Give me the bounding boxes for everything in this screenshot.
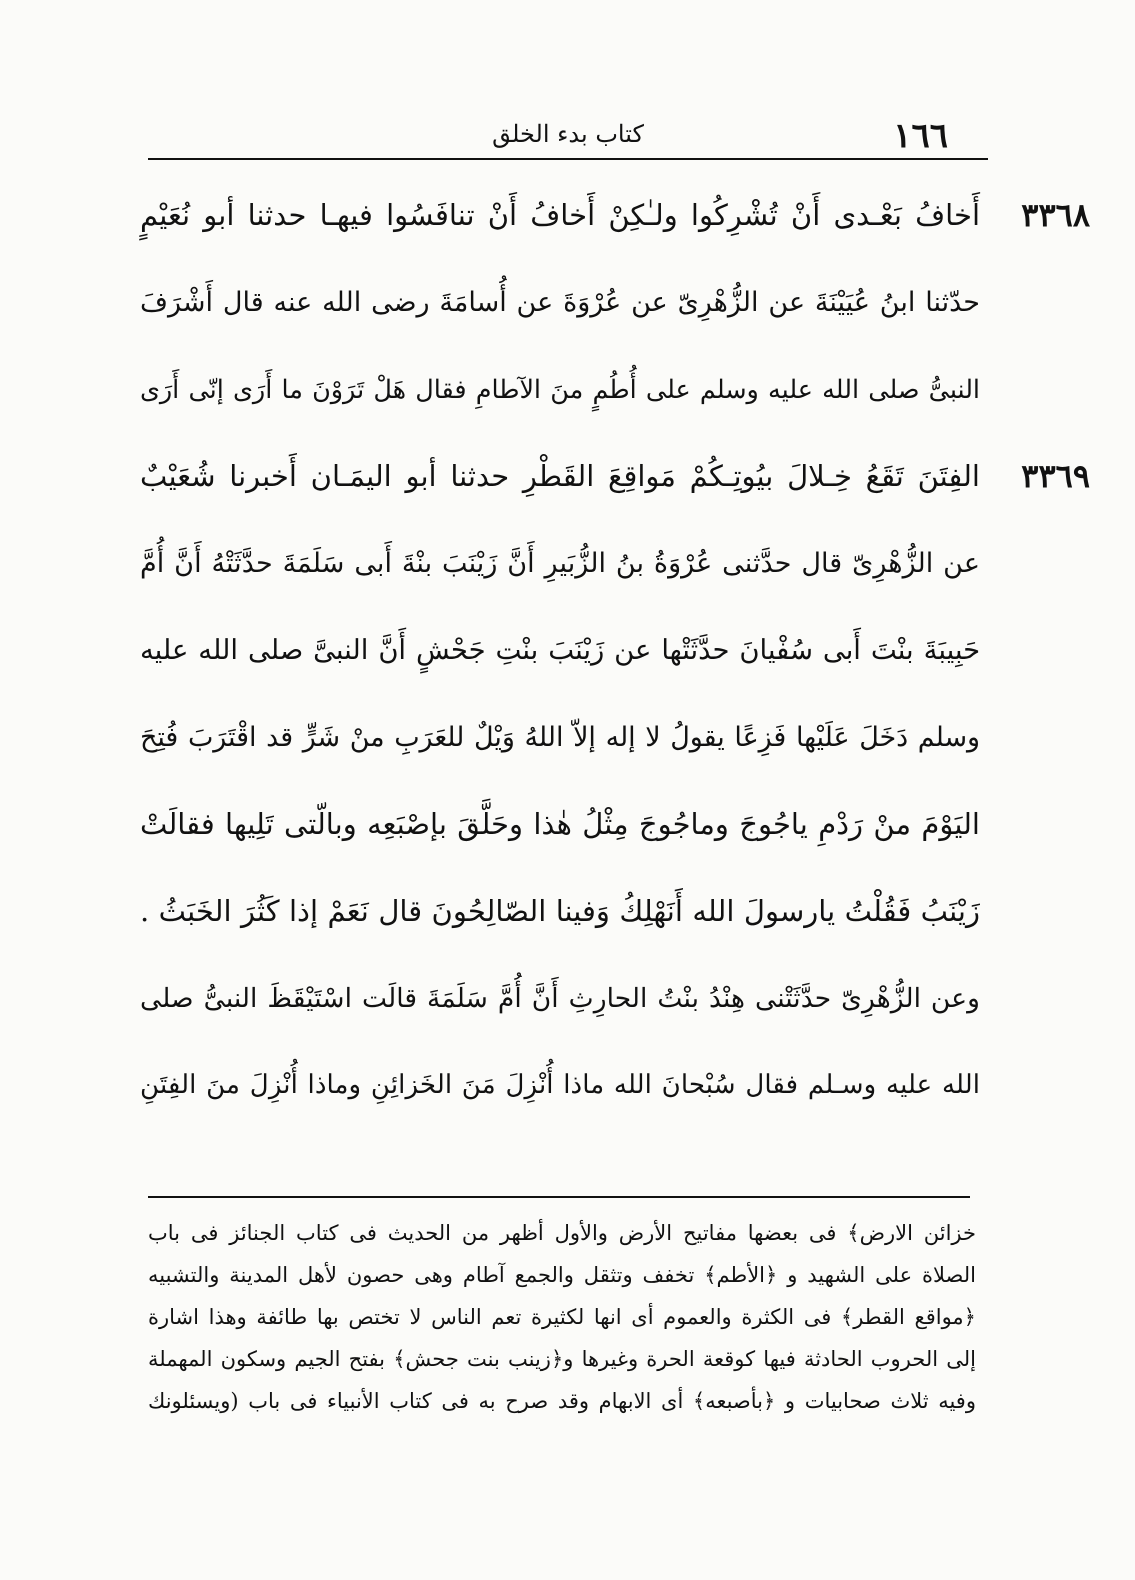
running-title: كتاب بدء الخلق (492, 120, 644, 148)
footnote-line: إلى الحروب الحادثة فيها كوقعة الحرة وغيرها و﴿زينب بنت جحش﴾ بفتح الجيم وسكون المهملة (148, 1347, 976, 1371)
text-line (140, 781, 980, 868)
main-text-block (140, 172, 1090, 1129)
footnote-line: ﴿مواقع القطر﴾ فى الكثرة والعموم أى انها لكثيرة تعم الناس لا تختص بها طائفة وهذا اشارة (148, 1305, 976, 1329)
line-text: النبىُّ صلى الله عليه وسلم على أُطُمٍ منَ الآطامِ فقال هَلْ تَرَوْنَ ما أَرَى إنّى أَرَى (140, 374, 980, 404)
header-divider (148, 158, 988, 160)
hadith-number: ٣٣٦٩ (1021, 457, 1090, 495)
line-text: حَبِيبَةَ بنْتَ أَبى سُفْيانَ حدَّثَتْها عن زَيْنَبَ بنْتِ جَحْشٍ أَنَّ النبىَّ صلى الله عليه (140, 635, 980, 666)
footnotes-block (148, 1212, 976, 1422)
text-line (140, 172, 1090, 259)
text-line (140, 259, 980, 346)
footnote-divider (148, 1196, 970, 1198)
text-line (140, 955, 980, 1042)
line-text: حدّثنا ابنُ عُيَيْنَةَ عن الزُّهْرِىّ عن عُرْوَةَ عن أُسامَةَ رضى الله عنه قال أَشْرَفَ (140, 287, 980, 318)
page-header (148, 112, 988, 160)
line-text: وعن الزُّهْرِىّ حدَّثَتْنى هِنْدُ بنْتُ الحارِثِ أَنَّ أُمَّ سَلَمَةَ قالَت اسْتَيْقَظَ النبىُّ صلى (140, 983, 980, 1014)
footnote-line: الصلاة على الشهيد و ﴿الأطم﴾ تخفف وتثقل والجمع آطام وهى حصون لأهل المدينة والتشبيه (148, 1263, 976, 1287)
line-text: زَيْنَبُ فَقُلْتُ يارسولَ الله أَنَهْلِكُ وَفينا الصّالِحُونَ قال نَعَمْ إذا كَثُرَ الخَبَثُ . (140, 894, 980, 928)
line-text: الله عليه وسـلم فقال سُبْحانَ الله ماذا أُنْزِلَ مَنَ الخَزائِنِ وماذا أُنْزِلَ منَ الفِتَنِ (140, 1070, 980, 1100)
hadith-number: ٣٣٦٨ (1021, 196, 1090, 234)
text-line (140, 433, 1090, 520)
line-text: وسلم دَخَلَ عَلَيْها فَزِعًا يقولُ لا إله إلاّ اللهُ وَيْلٌ للعَرَبِ منْ شَرٍّ قد اقْتَرَبَ فُتِحَ (140, 722, 980, 753)
page-number: ١٦٦ (893, 116, 948, 156)
text-line (140, 1042, 980, 1129)
text-line (140, 868, 980, 955)
line-text: الفِتَنَ تَقَعُ خِـلالَ بيُوتِـكُمْ مَواقِعَ القَطْرِ حدثنا أبو اليمَـان أَخبرنا شُعَيْبٌ (140, 459, 980, 493)
text-line (140, 694, 980, 781)
line-text: عن الزُّهْرِىّ قال حدَّثنى عُرْوَةُ بنُ الزُّبَيرِ أَنَّ زَيْنَبَ بنْةَ أَبى سَلَمَةَ حدَّثَتْهُ أَنَّ أُمَّ (140, 548, 980, 579)
line-text: اليَوْمَ منْ رَدْمِ ياجُوجَ وماجُوجَ مِثْلُ هٰذا وحَلَّقَ بإصْبَعِه وبالّتى تَلِيها فقالَتْ (140, 807, 980, 841)
text-line (140, 520, 980, 607)
footnote-line: خزائن الارض﴾ فى بعضها مفاتيح الأرض والأول أظهر من الحديث فى كتاب الجنائز فى باب (148, 1221, 976, 1245)
text-line (140, 346, 980, 433)
footnote-line: وفيه ثلاث صحابيات و ﴿بأصبعه﴾ أى الابهام وقد صرح به فى كتاب الأنبياء فى باب (ويسئلونك (148, 1389, 976, 1413)
text-line (140, 607, 980, 694)
line-text: أَخافُ بَعْـدى أَنْ تُشْرِكُوا ولـٰكِنْ أَخافُ أَنْ تنافَسُوا فيهـا حدثنا أبو نُعَيْمٍ (140, 198, 980, 232)
